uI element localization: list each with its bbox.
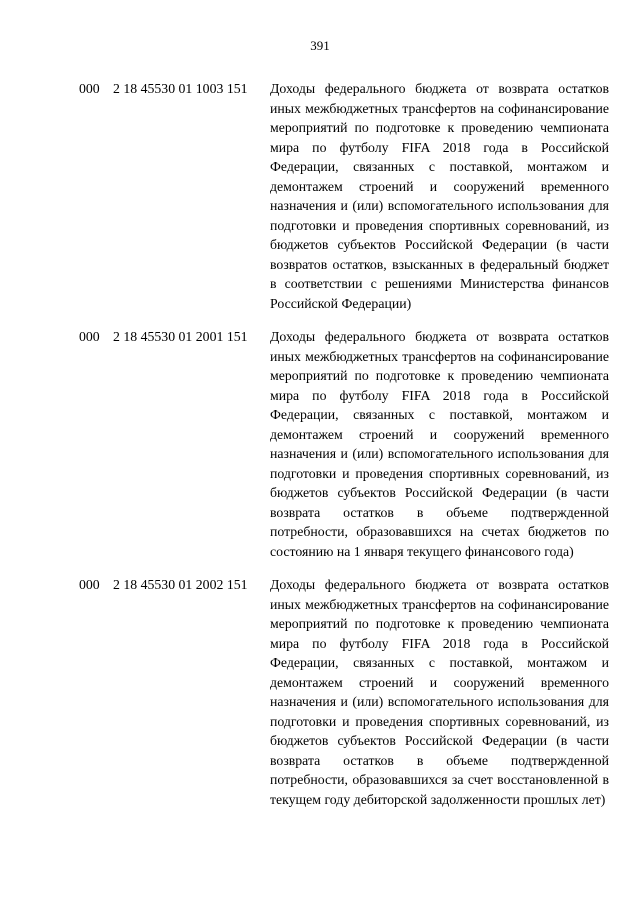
administrator-code: 000	[79, 81, 100, 96]
administrator-code: 000	[79, 577, 100, 592]
table-row	[79, 575, 609, 809]
row-description: Доходы федерального бюджета от возврата остатков иных межбюджетных трансфертов на софинансирование мероприятий по подготовке к проведению чемпионата мира по футболу FIFA 2018 года в Российской Федерации, связанных с поставкой, монтажом и демонтажем строений и сооружений временного назначения и (или) вспомогательного использования для подготовки и проведения спортивных соревнований, из бюджетов субъектов Российской Федерации (в части возвратов остатков, взысканных в федеральный бюджет в соответствии с решениями Министерства финансов Российской Федерации)	[270, 81, 609, 311]
row-description: Доходы федерального бюджета от возврата остатков иных межбюджетных трансфертов на софинансирование мероприятий по подготовке к проведению чемпионата мира по футболу FIFA 2018 года в Российской Федерации, связанных с поставкой, монтажом и демонтажем строений и сооружений временного назначения и (или) вспомогательного использования для подготовки и проведения спортивных соревнований, из бюджетов субъектов Российской Федерации (в части возврата остатков в объеме подтвержденной потребности, образовавшихся за счет восстановленной в текущем году дебиторской задолженности прошлых лет)	[270, 577, 609, 807]
classification-table	[79, 79, 609, 823]
row-description: Доходы федерального бюджета от возврата остатков иных межбюджетных трансфертов на софинансирование мероприятий по подготовке к проведению чемпионата мира по футболу FIFA 2018 года в Российской Федерации, связанных с поставкой, монтажом и демонтажем строений и сооружений временного назначения и (или) вспомогательного использования для подготовки и проведения спортивных соревнований, из бюджетов субъектов Российской Федерации (в части возврата остатков в объеме подтвержденной потребности, образовавшихся на счетах бюджетов по состоянию на 1 января текущего финансового года)	[270, 329, 609, 559]
table-row	[79, 79, 609, 313]
administrator-code: 000	[79, 329, 100, 344]
table-row	[79, 327, 609, 561]
page-number: 391	[310, 38, 330, 53]
classification-code: 2 18 45530 01 2002 151	[113, 577, 248, 592]
classification-code: 2 18 45530 01 1003 151	[113, 81, 248, 96]
classification-code: 2 18 45530 01 2001 151	[113, 329, 248, 344]
